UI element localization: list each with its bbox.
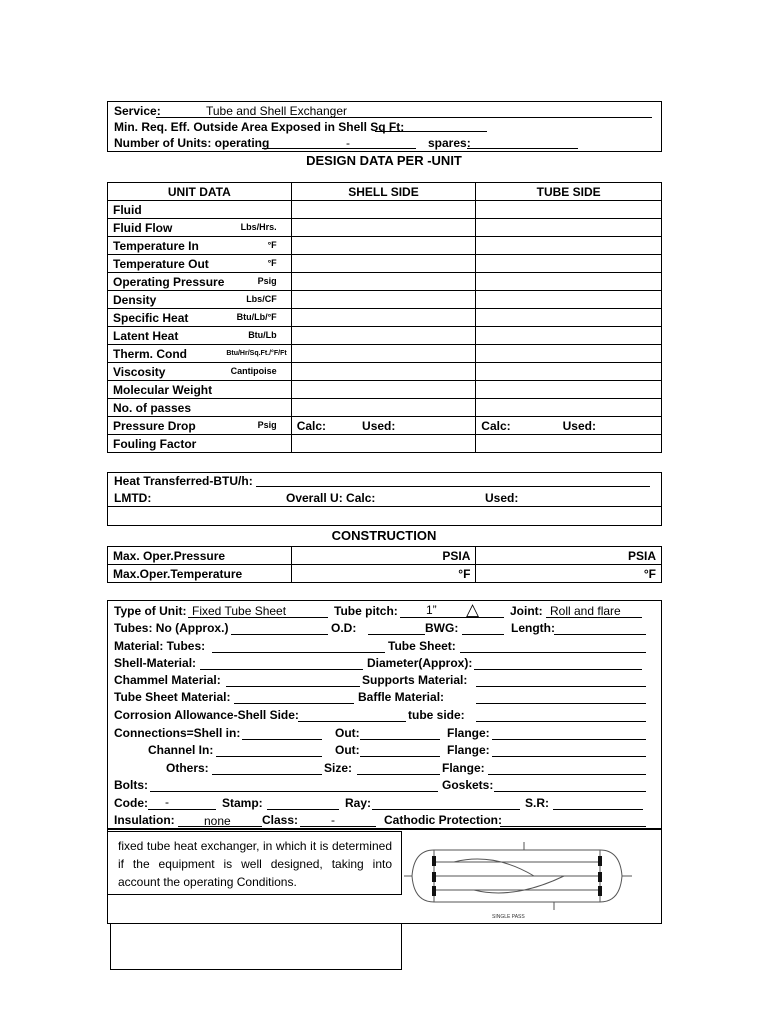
construction-tube-unit[interactable]: PSIA — [476, 547, 662, 565]
construction-row-label: Max. Oper.Pressure — [108, 547, 292, 565]
tube-sheet-label: Tube Sheet: — [388, 639, 456, 653]
row-unit: Btu/Lb — [248, 330, 277, 340]
tube-side-cell[interactable] — [476, 327, 662, 345]
class-value[interactable]: - — [331, 813, 335, 827]
tube-side-cell[interactable] — [476, 255, 662, 273]
table-row — [108, 255, 662, 273]
spares-label: spares: — [428, 136, 471, 150]
shell-material-label: Shell-Material: — [114, 656, 197, 670]
row-label: Viscosity — [113, 364, 166, 379]
ray-field[interactable] — [372, 809, 520, 810]
shell-and-tube-exchanger-diagram — [404, 842, 634, 922]
joint-label: Joint: — [510, 604, 543, 618]
shell-side-cell[interactable] — [291, 273, 476, 291]
tube-pitch-field — [400, 617, 504, 618]
tube-side-cell[interactable] — [476, 291, 662, 309]
material-tubes-field[interactable] — [212, 652, 385, 653]
row-label: Specific Heat — [113, 310, 189, 325]
shell-side-cell[interactable] — [291, 417, 476, 435]
row-unit: Btu/Hr/Sq.Ft./°F/Ft — [226, 350, 287, 357]
construction-shell-unit[interactable]: °F — [291, 565, 476, 583]
heat-transferred-label: Heat Transferred-BTU/h: — [114, 474, 253, 488]
row-unit: Cantipoise — [230, 366, 277, 376]
baffle-material-field[interactable] — [476, 703, 646, 704]
table-row — [108, 381, 662, 399]
code-label: Code: — [114, 796, 148, 810]
unit-data-cell — [108, 435, 292, 453]
diameter-field[interactable] — [474, 669, 642, 670]
class-field — [300, 826, 376, 827]
table-row — [108, 327, 662, 345]
tube-sheet-material-label: Tube Sheet Material: — [114, 690, 231, 704]
service-value: Tube and Shell Exchanger — [206, 104, 347, 118]
sr-field[interactable] — [553, 809, 643, 810]
tubes-label: Tubes: No (Approx.) — [114, 621, 229, 635]
others-label: Others: — [166, 761, 209, 775]
construction-table — [107, 546, 662, 583]
shell-calc-label: Calc: — [296, 418, 327, 433]
construction-title: CONSTRUCTION — [331, 528, 437, 543]
construction-shell-unit[interactable]: PSIA — [291, 547, 476, 565]
length-field[interactable] — [554, 634, 646, 635]
row-label: Fluid — [113, 202, 142, 217]
unit-data-cell — [108, 201, 292, 219]
tube-used-label: Used: — [562, 418, 596, 433]
min-area-field[interactable] — [375, 131, 487, 132]
row-label: Therm. Cond — [113, 346, 187, 361]
corrosion-shell-field[interactable] — [298, 721, 406, 722]
design-title: DESIGN DATA PER -UNIT — [306, 153, 462, 168]
supports-material-field[interactable] — [476, 686, 646, 687]
tube-side-cell[interactable] — [476, 219, 662, 237]
row-unit: Psig — [257, 420, 277, 430]
channel-out-label: Out: — [335, 743, 360, 757]
shell-side-cell[interactable] — [291, 291, 476, 309]
bwg-field[interactable] — [462, 634, 504, 635]
tube-side-cell[interactable] — [476, 237, 662, 255]
construction-row-label: Max.Oper.Temperature — [108, 565, 292, 583]
shell-material-field[interactable] — [200, 669, 363, 670]
connections-label: Connections=Shell in: — [114, 726, 241, 740]
insulation-field — [178, 826, 262, 827]
goskets-field[interactable] — [494, 791, 646, 792]
shell-side-cell[interactable] — [291, 219, 476, 237]
type-of-unit-field — [188, 617, 328, 618]
table-row — [108, 219, 662, 237]
cathodic-label: Cathodic Protection: — [384, 813, 503, 827]
units-operating-field[interactable] — [262, 148, 416, 149]
table-row — [108, 345, 662, 363]
diagram-caption: SINGLE PASS — [492, 914, 525, 920]
row-unit: °F — [267, 240, 277, 250]
sr-label: S.R: — [525, 796, 549, 810]
tubes-field[interactable] — [231, 634, 328, 635]
tube-side-cell[interactable] — [476, 363, 662, 381]
ray-label: Ray: — [345, 796, 372, 810]
row-label: Density — [113, 292, 157, 307]
length-label: Length: — [511, 621, 555, 635]
shell-side-cell[interactable] — [291, 255, 476, 273]
tube-side-label: tube side: — [408, 708, 465, 722]
stamp-label: Stamp: — [222, 796, 263, 810]
table-row — [108, 237, 662, 255]
goskets-label: Goskets: — [442, 778, 494, 792]
row-label: Temperature Out — [113, 256, 209, 271]
row-label: Operating Pressure — [113, 274, 225, 289]
units-dash: - — [346, 136, 350, 150]
heat-box-divider — [107, 506, 662, 507]
table-row — [108, 435, 662, 453]
spares-field[interactable] — [467, 148, 578, 149]
unit-data-cell — [108, 291, 292, 309]
unit-data-cell — [108, 237, 292, 255]
tube-side-cell[interactable] — [476, 309, 662, 327]
table-row — [108, 363, 662, 381]
shell-side-cell[interactable] — [291, 309, 476, 327]
overall-u-label: Overall U: Calc: — [286, 491, 376, 505]
unit-data-cell — [108, 255, 292, 273]
table-row — [108, 201, 662, 219]
channel-material-field[interactable] — [226, 686, 360, 687]
joint-field — [546, 617, 642, 618]
table-row — [108, 309, 662, 327]
insulation-value[interactable]: none — [204, 814, 231, 828]
cathodic-field[interactable] — [500, 826, 646, 827]
header-tube-side: TUBE SIDE — [476, 183, 662, 201]
baffle-material-label: Baffle Material: — [358, 690, 445, 704]
header-shell-side: SHELL SIDE — [291, 183, 476, 201]
tube-sheet-material-field[interactable] — [234, 703, 354, 704]
tube-calc-label: Calc: — [481, 418, 511, 433]
row-unit: Lbs/CF — [246, 294, 277, 304]
unit-data-cell — [108, 327, 292, 345]
size-field[interactable] — [357, 774, 440, 775]
shell-flange-label: Flange: — [447, 726, 490, 740]
construction-tube-unit[interactable]: °F — [476, 565, 662, 583]
construction-row — [108, 547, 662, 565]
service-underline — [156, 117, 652, 118]
row-label: Pressure Drop — [113, 418, 196, 433]
unit-data-cell — [108, 363, 292, 381]
unit-data-cell — [108, 345, 292, 363]
shell-side-cell[interactable] — [291, 381, 476, 399]
shell-side-cell[interactable] — [291, 201, 476, 219]
row-unit: Psig — [257, 276, 277, 286]
insulation-label: Insulation: — [114, 813, 175, 827]
shell-side-cell[interactable] — [291, 363, 476, 381]
note-text: fixed tube heat exchanger, in which it is determined if the equipment is well designed, taking into account the operating Conditions. — [118, 839, 392, 889]
code-value[interactable]: - — [165, 795, 169, 809]
note-lower-box — [110, 923, 402, 970]
unit-data-cell — [108, 273, 292, 291]
shell-out-field[interactable] — [360, 739, 440, 740]
units-label: Number of Units: operating — [114, 136, 270, 150]
joint-value[interactable]: Roll and flare — [550, 604, 621, 618]
channel-in-field[interactable] — [216, 756, 322, 757]
row-unit: Lbs/Hrs. — [240, 222, 277, 232]
stamp-field[interactable] — [267, 809, 339, 810]
unit-data-cell — [108, 309, 292, 327]
shell-side-cell[interactable] — [291, 345, 476, 363]
unit-data-cell — [108, 417, 292, 435]
tube-side-cell[interactable] — [476, 417, 662, 435]
triangle-pitch-icon: △ — [466, 600, 480, 619]
row-label: Temperature In — [113, 238, 199, 253]
bolts-field[interactable] — [150, 791, 438, 792]
row-label: Latent Heat — [113, 328, 179, 343]
od-field[interactable] — [368, 634, 425, 635]
supports-material-label: Supports Material: — [362, 673, 468, 687]
row-unit: Btu/Lb/°F — [236, 312, 277, 322]
corrosion-tube-field[interactable] — [476, 721, 646, 722]
header-unit-data: UNIT DATA — [108, 183, 292, 201]
tube-side-cell[interactable] — [476, 435, 662, 453]
unit-data-cell — [108, 219, 292, 237]
construction-row — [108, 565, 662, 583]
class-label: Class: — [262, 813, 299, 827]
lmtd-label: LMTD: — [114, 491, 152, 505]
tube-side-cell[interactable] — [476, 273, 662, 291]
others-field[interactable] — [212, 774, 322, 775]
shell-side-cell[interactable] — [291, 327, 476, 345]
unit-data-table — [107, 182, 662, 453]
row-label: Fouling Factor — [113, 436, 197, 451]
tube-pitch-value[interactable]: 1” — [426, 603, 437, 617]
tube-sheet-field[interactable] — [460, 652, 646, 653]
shell-in-field[interactable] — [242, 739, 322, 740]
row-label: Fluid Flow — [113, 220, 173, 235]
row-unit: °F — [267, 258, 277, 268]
size-label: Size: — [324, 761, 353, 775]
shell-out-label: Out: — [335, 726, 360, 740]
table-row — [108, 399, 662, 417]
shell-side-cell[interactable] — [291, 435, 476, 453]
tube-pitch-label: Tube pitch: — [334, 604, 398, 618]
channel-in-label: Channel In: — [148, 743, 214, 757]
channel-flange-label: Flange: — [447, 743, 490, 757]
tube-side-cell[interactable] — [476, 201, 662, 219]
channel-material-label: Chammel Material: — [114, 673, 221, 687]
service-label: Service: — [114, 104, 161, 118]
type-of-unit-value[interactable]: Fixed Tube Sheet — [192, 604, 287, 618]
row-label: No. of passes — [113, 400, 192, 415]
others-flange-label: Flange: — [442, 761, 485, 775]
code-field — [148, 809, 216, 810]
table-row — [108, 417, 662, 435]
shell-flange-field[interactable] — [492, 739, 646, 740]
tube-side-cell[interactable] — [476, 399, 662, 417]
diameter-label: Diameter(Approx): — [367, 656, 473, 670]
min-area-label: Min. Req. Eff. Outside Area Exposed in Shell Sq Ft: — [114, 120, 405, 134]
row-label: Molecular Weight — [113, 382, 213, 397]
unit-data-cell — [108, 381, 292, 399]
unit-data-cell — [108, 399, 292, 417]
table-header-row — [108, 183, 662, 201]
type-of-unit-label: Type of Unit: — [114, 604, 187, 618]
shell-side-cell[interactable] — [291, 237, 476, 255]
bolts-label: Bolts: — [114, 778, 148, 792]
others-flange-field[interactable] — [488, 774, 646, 775]
od-label: O.D: — [331, 621, 357, 635]
shell-side-cell[interactable] — [291, 399, 476, 417]
heat-transferred-field[interactable] — [256, 486, 650, 487]
corrosion-label: Corrosion Allowance-Shell Side: — [114, 708, 299, 722]
channel-flange-field[interactable] — [492, 756, 646, 757]
shell-used-label: Used: — [362, 418, 396, 433]
tube-side-cell[interactable] — [476, 345, 662, 363]
tube-side-cell[interactable] — [476, 381, 662, 399]
material-tubes-label: Material: Tubes: — [114, 639, 206, 653]
bwg-label: BWG: — [425, 621, 459, 635]
table-row — [108, 291, 662, 309]
overall-used-label: Used: — [485, 491, 519, 505]
channel-out-field[interactable] — [360, 756, 440, 757]
table-row — [108, 273, 662, 291]
